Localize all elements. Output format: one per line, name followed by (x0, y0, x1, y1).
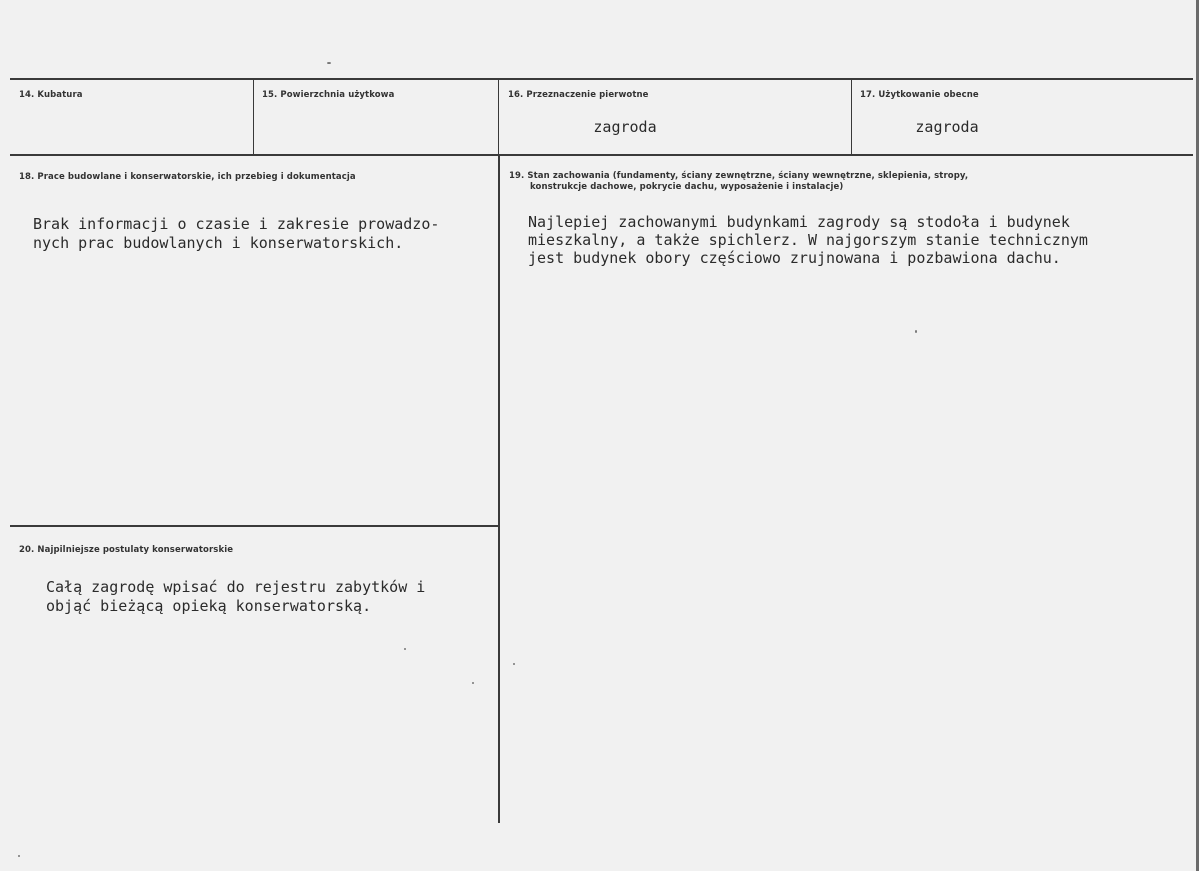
field-19-line-3: jest budynek obory częściowo zrujnowana i pozbawiona dachu. (528, 249, 1061, 267)
col-divider-15-16 (498, 79, 499, 155)
field-16-label: 16. Przeznaczenie pierwotne (508, 90, 649, 100)
field-18-line-2: nych prac budowlanych i konserwatorskich. (33, 234, 404, 252)
field-17-label: 17. Użytkowanie obecne (860, 90, 979, 100)
field-16-value: zagroda (593, 118, 657, 136)
field-19-label-line-1: 19. Stan zachowania (fundamenty, ściany zewnętrzne, ściany wewnętrzne, sklepienia, stropy, (509, 171, 969, 181)
paper-speck (327, 62, 331, 64)
section-20-divider (10, 525, 498, 527)
paper-speck (404, 648, 406, 650)
col-divider-14-15 (253, 79, 254, 155)
field-19-line-1: Najlepiej zachowanymi budynkami zagrody są stodoła i budynek (528, 213, 1070, 231)
field-17-value: zagroda (915, 118, 979, 136)
paper-speck (513, 663, 515, 665)
field-15-label: 15. Powierzchnia użytkowa (262, 90, 395, 100)
paper-speck (915, 330, 917, 333)
field-20-label: 20. Najpilniejsze postulaty konserwatorskie (19, 545, 234, 555)
paper-speck (472, 682, 474, 684)
field-18-line-1: Brak informacji o czasie i zakresie prowadzo- (33, 215, 440, 233)
field-20-line-1: Całą zagrodę wpisać do rejestru zabytków i (46, 578, 426, 596)
field-19-label-line-2: konstrukcje dachowe, pokrycie dachu, wyposażenie i instalacje) (530, 182, 844, 192)
field-18-label: 18. Prace budowlane i konserwatorskie, ich przebieg i dokumentacja (19, 172, 356, 182)
field-19-line-2: mieszkalny, a także spichlerz. W najgorszym stanie technicznym (528, 231, 1088, 249)
col-divider-16-17 (851, 79, 852, 155)
paper-speck (18, 855, 20, 857)
top-rule (10, 78, 1193, 80)
field-14-label: 14. Kubatura (19, 90, 83, 100)
field-20-line-2: objąć bieżącą opieką konserwatorską. (46, 597, 372, 615)
row-divider (10, 154, 1193, 156)
main-column-divider (498, 155, 500, 823)
